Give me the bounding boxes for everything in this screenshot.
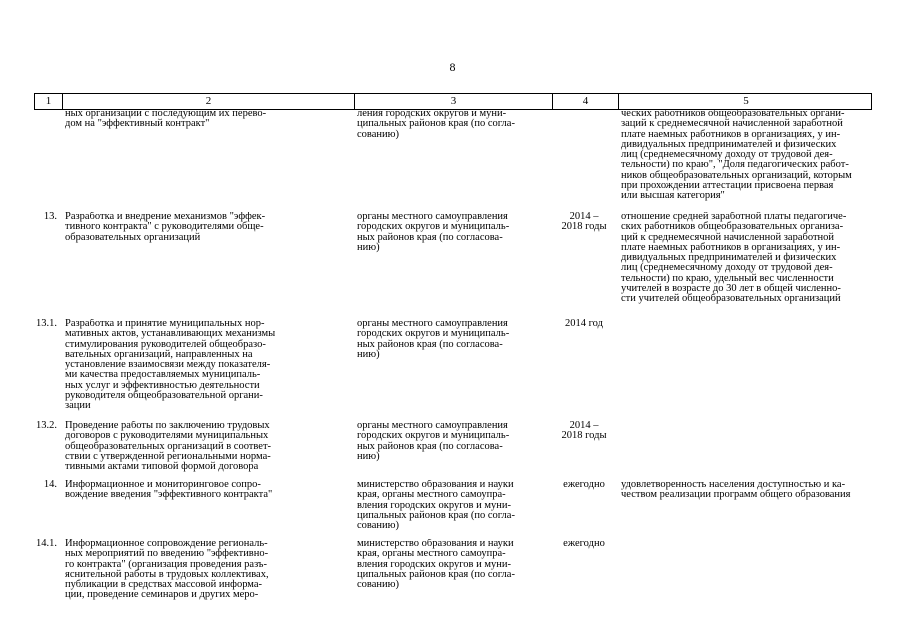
row-number: 14. (43, 480, 57, 490)
header-col-3: 3 (354, 94, 552, 109)
text-line: вления городских округов и муни- (357, 558, 511, 570)
table-header-row (34, 93, 872, 110)
text-line: сованию) (357, 520, 399, 532)
text-line: лиц (среднемесячному доходу от трудовой дея- (621, 262, 833, 274)
text-line: органы местного самоуправления (357, 421, 508, 431)
header-col-4: 4 (552, 94, 618, 109)
term-cell (551, 319, 617, 412)
text-line: образовательных организаций (65, 231, 201, 243)
indicator-cell (617, 480, 872, 531)
text-line: 2018 годы (561, 430, 607, 442)
text-line: мативных актов, устанавливающих механизмы (65, 328, 276, 340)
text-line: тивного контракта" с руководителями обще- (65, 221, 264, 233)
text-line: плате наемных работников в организациях, у ин- (621, 128, 841, 140)
text-line: края, органы местного самоупра- (357, 489, 506, 501)
executor-cell (353, 212, 551, 305)
text-line: дивидуальных предпринимателей и физических (621, 138, 837, 150)
text-line: публикации в средствах массовой информа- (65, 579, 263, 591)
text-line: го контракта" (организация проведения разъ- (65, 558, 267, 570)
text-line: ных районов края (по согласова- (357, 231, 503, 243)
executor-cell (353, 319, 551, 412)
executor-cell (353, 539, 551, 601)
measure-cell (61, 109, 353, 202)
term-cell (551, 109, 617, 202)
text-line: установление взаимосвязи между показателя- (65, 359, 271, 371)
text-line: ских работников общеобразовательных организа- (621, 221, 844, 233)
text-line: ных организаций с последующим их перево- (65, 109, 267, 119)
text-line: учителей в возрасте до 30 лет в общей численно- (621, 283, 841, 295)
text-line: ных районов края (по согласова- (357, 338, 503, 350)
text-line: тельности) по краю", "Доля педагогических работ- (621, 159, 849, 171)
indicator-cell (617, 421, 872, 472)
text-line: органы местного самоуправления (357, 319, 508, 329)
text-line: вления городских округов и муни- (357, 499, 511, 511)
text-line: городских округов и муниципаль- (357, 430, 510, 442)
text-line: нию) (357, 348, 380, 360)
row-number: 13. (43, 212, 57, 222)
page-number: 8 (449, 60, 456, 74)
text-line: Информационное сопровождение региональ- (65, 539, 268, 549)
text-line: ников общеобразовательных организаций, которым (621, 169, 852, 181)
text-line: яснительной работы в трудовых коллективах, (65, 568, 269, 580)
text-line: ления городских округов и муни- (357, 109, 507, 119)
text-line: чеством реализации программ общего образования (621, 489, 851, 501)
text-line: дивидуальных предпринимателей и физических (621, 252, 837, 264)
row-number: 14.1. (36, 539, 57, 549)
text-line: министерство образования и науки (357, 539, 514, 549)
term-cell (551, 212, 617, 305)
measure-cell (61, 421, 353, 472)
text-line: вождение введения "эффективного контракта" (65, 489, 273, 501)
text-line: зации (65, 400, 91, 412)
table-row (34, 109, 872, 202)
text-line: 2014 – (569, 212, 599, 222)
text-line: ствии с утвержденной региональными норма- (65, 450, 271, 462)
text-line: ций к среднемесячной начисленной заработной (621, 231, 835, 243)
indicator-cell (617, 212, 872, 305)
indicator-cell (617, 109, 872, 202)
indicator-cell (617, 539, 872, 601)
text-line: общеобразовательных организаций в соответ- (65, 440, 272, 452)
measure-cell (61, 539, 353, 601)
text-line: ных мероприятий по введению "эффективно- (65, 548, 269, 560)
text-line: стимулирования руководителей общеобразо- (65, 338, 266, 350)
text-line: ческих работников общеобразовательных органи- (621, 109, 845, 119)
text-line: сованию) (357, 128, 399, 140)
text-line: нию) (357, 450, 380, 462)
text-line: городских округов и муниципаль- (357, 328, 510, 340)
executor-cell (353, 480, 551, 531)
text-line: Информационное и мониторинговое сопро- (65, 480, 261, 490)
text-line: ции, проведение семинаров и других меро- (65, 589, 259, 601)
row-number: 13.1. (36, 319, 57, 329)
text-line: ципальных районов края (по согла- (357, 568, 515, 580)
indicator-cell (617, 319, 872, 412)
text-line: руководителя общеобразовательной органи- (65, 390, 263, 402)
text-line: удовлетворенность населения доступностью и ка- (621, 480, 846, 490)
text-line: лиц (среднемесячному доходу от трудовой дея- (621, 149, 833, 161)
executor-cell (353, 421, 551, 472)
text-line: края, органы местного самоупра- (357, 548, 506, 560)
text-line: ных районов края (по согласова- (357, 440, 503, 452)
text-line: сти учителей общеобразовательных организаций (621, 293, 841, 305)
text-line: ми качества предоставляемых муниципаль- (65, 369, 261, 381)
text-line: Разработка и принятие муниципальных нор- (65, 319, 265, 329)
table-row (34, 212, 872, 305)
row-number: 13.2. (36, 421, 57, 431)
header-col-5: 5 (618, 94, 873, 109)
text-line: 2018 годы (561, 221, 607, 233)
text-line: 2014 год (565, 319, 603, 329)
text-line: договоров с руководителями муниципальных (65, 430, 269, 442)
text-line: сованию) (357, 579, 399, 591)
executor-cell (353, 109, 551, 202)
text-line: 2014 – (569, 421, 599, 431)
text-line: ных услуг и эффективностью деятельности (65, 379, 260, 391)
text-line: заций к среднемесячной начисленной заработной (621, 118, 843, 130)
text-line: плате наемных работников в организациях, у ин- (621, 241, 841, 253)
measure-cell (61, 319, 353, 412)
text-line: при прохождении аттестации присвоена первая (621, 180, 834, 192)
text-line: дом на "эффективный контракт" (65, 118, 210, 130)
term-cell (551, 421, 617, 472)
text-line: нию) (357, 241, 380, 253)
row-number (34, 109, 61, 202)
text-line: Проведение работы по заключению трудовых (65, 421, 270, 431)
header-col-1: 1 (45, 95, 52, 107)
text-line: отношение средней заработной платы педагогиче- (621, 212, 847, 222)
text-line: тельности) по краю, удельный вес численности (621, 272, 834, 284)
text-line: ципальных районов края (по согла- (357, 118, 515, 130)
text-line: Разработка и внедрение механизмов "эффек- (65, 212, 266, 222)
table-row (34, 319, 872, 412)
term-cell (551, 539, 617, 601)
text-line: ежегодно (563, 480, 605, 490)
text-line: тивными актами типовой формой договора (65, 461, 259, 473)
text-line: органы местного самоуправления (357, 212, 508, 222)
measure-cell (61, 480, 353, 531)
text-line: городских округов и муниципаль- (357, 221, 510, 233)
text-line: или высшая категория" (621, 190, 725, 202)
plan-table (34, 93, 872, 601)
term-cell (551, 480, 617, 531)
table-row (34, 539, 872, 601)
table-row (34, 480, 872, 531)
text-line: ципальных районов края (по согла- (357, 509, 515, 521)
header-col-2: 2 (62, 94, 354, 109)
text-line: министерство образования и науки (357, 480, 514, 490)
measure-cell (61, 212, 353, 305)
text-line: вательных организаций, направленных на (65, 348, 253, 360)
table-row (34, 421, 872, 472)
text-line: ежегодно (563, 539, 605, 549)
